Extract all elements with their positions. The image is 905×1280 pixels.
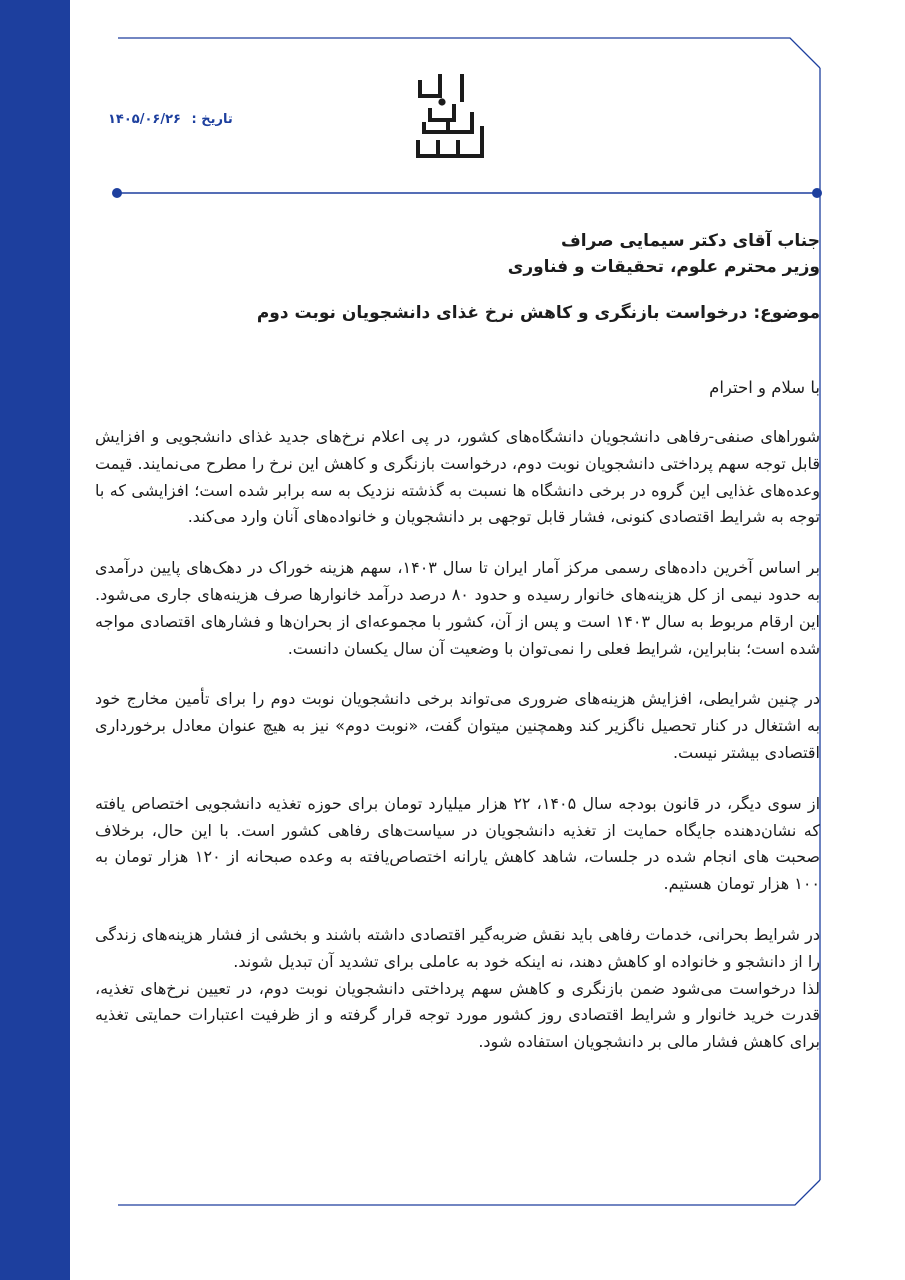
date-value: ۱۴۰۵/۰۶/۲۶ <box>108 112 181 127</box>
body-paragraph-2: بر اساس آخرین داده‌های رسمی مرکز آمار ایران تا سال ۱۴۰۳، سهم هزینه خوراک در دهک‌های پایین درآمدی به حدود نیمی از کل هزینه‌های خانوار رسیده و حدود ۸۰ درصد درآمد خانوارها صرف هزینه‌های جاری می‌شود. این ارقام مربوط به سال ۱۴۰۳ است و پس از آن، کشور با مجموعه‌ای از بحران‌ها و فشارهای اقتصادی مواجه شده است؛ بنابراین، شرایط فعلی را نمی‌توان با وضعیت آن سال یکسان دانست. <box>95 558 821 658</box>
letter-body <box>95 424 820 1056</box>
body-paragraph-3: در چنین شرایطی، افزایش هزینه‌های ضروری می‌تواند برخی دانشجویان نوبت دوم را برای تأمین مخارج خود به اشتغال در کنار تحصیل ناگزیر کند وهمچنین میتوان گفت، «نوبت دوم» نیز به هیچ عنوان معادل برخورداری اقتصادی بیشتر نیست. <box>95 689 820 762</box>
recipient-title: وزیر محترم علوم، تحقیقات و فناوری <box>507 257 820 277</box>
letter-subject: موضوع: درخواست بازنگری و کاهش نرخ غذای دانشجویان نوبت دوم <box>256 303 820 323</box>
side-color-band <box>0 0 70 1280</box>
letter-date <box>108 112 233 127</box>
divider-dot-left <box>112 188 122 198</box>
date-label: تاریخ : <box>191 112 233 127</box>
body-paragraph-5: در شرایط بحرانی، خدمات رفاهی باید نقش ضربه‌گیر اقتصادی داشته باشند و بخشی از فشار هزینه‌های زندگی را از دانشجو و خانواده او کاهش دهند، نه اینکه خود به عاملی برای تشدید آن تبدیل شوند. <box>95 924 820 971</box>
divider-dot-right <box>812 188 822 198</box>
recipient-name: جناب آقای دکتر سیمایی صراف <box>561 231 820 251</box>
body-paragraph-1: شوراهای صنفی-رفاهی دانشجویان دانشگاه‌های کشور، در پی اعلام نرخ‌های جدید غذای دانشجویی و افزایش قابل توجه سهم پرداختی دانشجویان نوبت دوم، درخواست بازنگری و کاهش این نرخ را مطرح می‌نمایند. قیمت وعده‌های غذایی این گروه در برخی دانشگاه ها نسبت به گذشته نزدیک به سه برابر شده است؛ افزایشی که با توجه به شرایط اقتصادی کنونی، فشار قابل توجهی بر دانشجویان و خانواده‌های آنان وارد می‌کند. <box>95 427 820 527</box>
letter-greeting: با سلام و احترام <box>709 378 820 397</box>
body-paragraph-6: لذا درخواست می‌شود ضمن بازنگری و کاهش سهم پرداختی دانشجویان نوبت دوم، در تعیین نرخ‌های تغذیه، قدرت خرید خانوار و شرایط اقتصادی روز کشور مورد توجه قرار گرفته و از ظرفیت اعتبارات حمایتی تغذیه برای کاهش فشار مالی بر دانشجویان استفاده شود. <box>95 978 820 1052</box>
brand-logo <box>410 70 490 170</box>
body-paragraph-4: از سوی دیگر، در قانون بودجه سال ۱۴۰۵، ۲۲ هزار میلیارد تومان برای حوزه تغذیه دانشجویی اختصاص یافته که نشان‌دهنده جایگاه حمایت از تغذیه دانشجویان در سیاست‌های رفاهی کشور است. با این حال، برخلاف صحبت های انجام شده در جلسات، شاهد کاهش یارانه اختصاص‌یافته به وعده صبحانه از ۱۲۰ هزار تومان به ۱۰۰ هزار تومان هستیم. <box>95 793 821 894</box>
frame-bottom-corner <box>118 1180 820 1205</box>
recipient-block <box>95 228 820 280</box>
frame-top-line <box>118 38 820 68</box>
